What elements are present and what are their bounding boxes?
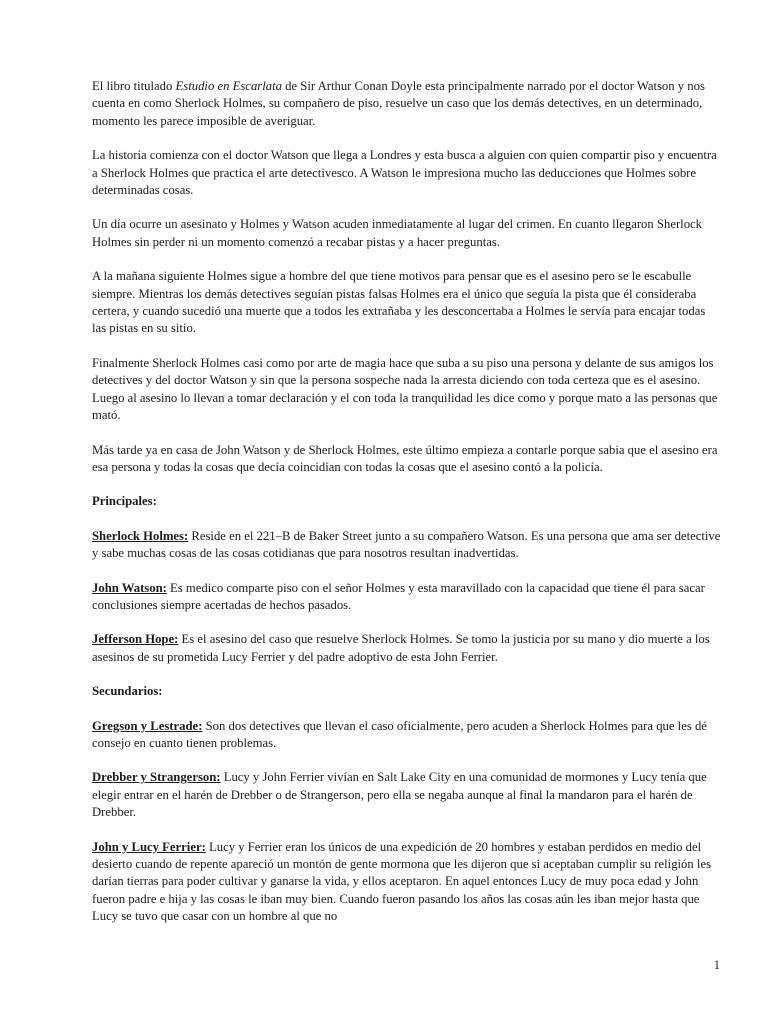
book-title: Estudio en Escarlata	[175, 79, 282, 93]
character-paragraph: John Watson: Es medico comparte piso con el señor Holmes y esta maravillado con la capacidad que tiene él para sacar conclusiones siempre acertadas de hechos pasados.	[92, 580, 705, 612]
character-paragraph: Drebber y Strangerson: Lucy y John Ferrier vivían en Salt Lake City en una comunidad de mormones y Lucy tenía que elegir entrar en el harén de Drebber o de Strangerson, pero ella se negaba aunque al final la mandaron para el harén de Drebber.	[92, 770, 707, 820]
paragraph: Más tarde ya en casa de John Watson y de Sherlock Holmes, este último empieza a contarle porque sabia que el asesino era esa persona y todas la cosas que decía coincidían con todas la cosas que el asesino contó a la policía.	[92, 442, 718, 474]
section-heading: Secundarios:	[92, 684, 163, 699]
character-paragraph: John y Lucy Ferrier: Lucy y Ferrier eran los únicos de una expedición de 20 hombres y estaban perdidos en medio del desierto cuando de repente apareció un montón de gente mormona que les dijeron que si aceptaban cumplir su religión les darían tierras para poder cultivar y ganarse la vida, y ellos aceptaron. En aquel entonces Lucy de muy poca edad y John fueron padre e hija y las cosas le iban muy bien. Cuando fueron pasando los años las cosas aún les iban mejor hasta que Lucy se tuvo que casar con un hombre al que no	[92, 839, 712, 924]
paragraph: A la mañana siguiente Holmes sigue a hombre del que tiene motivos para pensar que es el asesino pero se le escabulle siempre. Mientras los demás detectives seguían pistas falsas Holmes era el único que seguía la pista que él consideraba certera, y cuando sucedió una muerte que a todos les extrañaba y les desconcertaba a Holmes le servía para encajar todas las pistas en su sitio.	[92, 269, 706, 336]
character-name: Gregson y Lestrade:	[92, 718, 203, 733]
character-name: John Watson:	[92, 580, 167, 595]
paragraph: Un día ocurre un asesinato y Holmes y Watson acuden inmediatamente al lugar del crimen. En cuanto llegaron Sherlock Holmes sin perder ni un momento comenzó a recabar pistas y a hacer preguntas.	[92, 217, 703, 249]
document-body	[92, 78, 722, 943]
character-paragraph: Sherlock Holmes: Reside en el 221–B de Baker Street junto a su compañero Watson. Es una persona que ama ser detective y sabe muchas cosas de las cosas cotidianas que para nosotros resultan inadvertidas.	[92, 528, 721, 561]
text-run: El libro titulado	[92, 79, 176, 93]
character-name: Drebber y Strangerson:	[92, 770, 221, 785]
section-heading: Principales:	[92, 494, 157, 509]
character-paragraph: Jefferson Hope: Es el asesino del caso que resuelve Sherlock Holmes. Se tomo la justicia por su mano y dio muerte a los asesinos de su prometida Lucy Ferrier y del padre adoptivo de esta John Ferrier.	[92, 632, 710, 664]
paragraph: Finalmente Sherlock Holmes casi como por arte de magia hace que suba a su piso una persona y delante de sus amigos los detectives y del doctor Watson y sin que la persona sospeche nada la arresta diciendo con toda certeza que es el asesino. Luego al asesino lo llevan a tomar declaración y el con toda la tranquilidad les dice como y porque mato a las personas que mató.	[92, 355, 718, 423]
character-paragraph: Gregson y Lestrade: Son dos detectives que llevan el caso oficialmente, pero acuden a Sherlock Holmes para que les dé consejo en cuanto tienen problemas.	[92, 718, 707, 750]
page-number: 1	[713, 958, 720, 972]
paragraph: La historia comienza con el doctor Watson que llega a Londres y esta busca a alguien con quien compartir piso y encuentra a Sherlock Holmes que practica el arte detectivesco. A Watson le impresiona mucho las deducciones que Holmes sobre determinadas cosas.	[92, 148, 717, 198]
character-name: John y Lucy Ferrier:	[92, 839, 206, 854]
character-name: Sherlock Holmes:	[92, 528, 189, 543]
paragraph	[92, 78, 722, 130]
text-run: de Sir Arthur Conan Doyle esta principalmente narrado por el doctor Watson y nos cuenta en como Sherlock Holmes, su compañero de piso, resuelve un caso que los demás detectives, en un determinado, momento les parece imposible de averiguar.	[92, 79, 705, 128]
character-name: Jefferson Hope:	[92, 632, 179, 647]
